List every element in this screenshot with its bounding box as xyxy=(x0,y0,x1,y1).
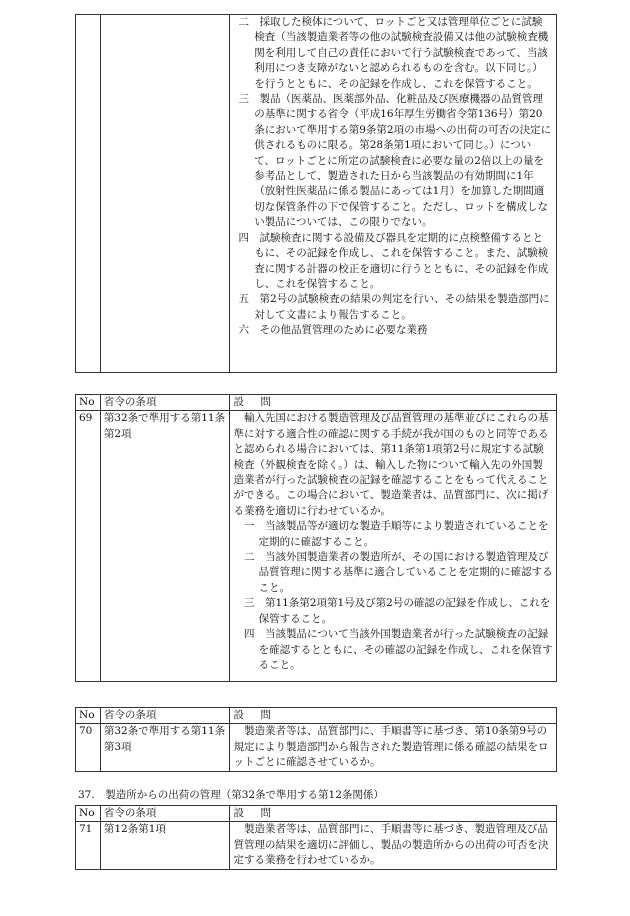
row-question xyxy=(230,411,557,682)
list-item: 二 採取した検体について、ロットごと又は管理単位ごとに試験検査（当該製造業者等の他の試験検査設備又は他の試験検査機関を利用して自己の責任において行う試験検査であって、当該利用につき支障がないと認められるものを含む。以下同じ。）を行うとともに、その記録を作成し、これを保管すること。 xyxy=(238,16,549,90)
list-item: 四 試験検査に関する設備及び器具を定期的に点検整備するとともに、その記録を作成し、これを保管すること。また、試験検査に関する計器の校正を適切に行うとともに、その記録を作成し、これを保管すること。 xyxy=(238,231,549,290)
row-article: 第32条で準用する第11条第2項 xyxy=(100,411,230,682)
row-article: 第32条で準用する第11条第3項 xyxy=(100,724,230,771)
question-cell xyxy=(230,15,557,373)
section-heading: 37. 製造所からの出荷の管理（第32条で準用する第12条関係） xyxy=(78,789,384,801)
row-article: 第12条第1項 xyxy=(100,822,230,869)
row-question xyxy=(230,822,557,869)
table-header xyxy=(76,708,557,724)
header-question xyxy=(230,708,557,724)
row-no: 70 xyxy=(76,724,101,771)
header-question-label: 設 問 xyxy=(233,807,274,819)
list-item: 二 当該外国製造業者の製造所が、その国における製造管理及び品質管理に関する基準に適合していることを定期的に確認すること。 xyxy=(243,551,553,594)
list-item: 五 第2号の試験検査の結果の判定を行い、その結果を製造部門に対して文書により報告すること。 xyxy=(238,293,550,321)
question-table-71 xyxy=(75,805,557,870)
row-question xyxy=(230,724,557,771)
list-item: 三 製品（医薬品、医薬部外品、化粧品及び医療機器の品質管理の基準に関する省令（平成16年厚生労働省令第136号）第20条において準用する第9条第2項の市場への出荷の可否の決定に供されるものに限る。第28条第1項において同じ。）について、ロットごとに所定の試験検査に必要な量の2倍以上の量を参考品として、製造された日から当該製品の有効期間に1年（放射性医薬品に係る製品にあっては1月）を加算した期間適切な保管条件の下で保管すること。ただし、ロットを構成しない製品については、この限りでない。 xyxy=(238,93,552,229)
header-article: 省令の条項 xyxy=(100,806,230,822)
table-row xyxy=(76,411,557,682)
no-cell xyxy=(76,15,101,373)
table-row xyxy=(76,724,557,771)
continued-table xyxy=(75,14,557,373)
header-article: 省令の条項 xyxy=(100,395,230,411)
header-no: No xyxy=(76,806,101,822)
list-item: 四 当該製品について当該外国製造業者が行った試験検査の記録を確認するとともに、その確認の記録を作成し、これを保管すること。 xyxy=(243,628,553,671)
question-table-69 xyxy=(75,394,557,682)
header-question-label: 設 問 xyxy=(233,709,274,721)
list-item: 六 その他品質管理のために必要な業務 xyxy=(238,324,428,337)
list-item: 三 第11条第2項第1号及び第2号の確認の記録を作成し、これを保管すること。 xyxy=(243,597,551,625)
header-question xyxy=(230,806,557,822)
question-lead: 輸入先国における製造管理及び品質管理の基準並びにこれらの基準に対する適合性の確認に関する手続が我が国のものと同等であると認められる場合においては、第11条第1項第2号に規定する試験検査（外観検査を除く。）は、輸入した物について輸入先の外国製造業者が行った試験検査の記録を確認することをもって代えることができる。この場合において、製造業者は、品質部門に、次に掲げる業務を適切に行わせているか。 xyxy=(233,412,549,517)
row-no: 69 xyxy=(76,411,101,682)
question-text: 製造業者等は、品質部門に、手順書等に基づき、製造管理及び品質管理の結果を適切に評価し、製品の製造所からの出荷の可否を決定する業務を行わせているか。 xyxy=(233,823,549,867)
row-no: 71 xyxy=(76,822,101,869)
article-cell xyxy=(100,15,230,373)
list-item: 一 当該製品等が適切な製造手順等により製造されていることを定期的に確認すること。 xyxy=(243,520,549,548)
header-no: No xyxy=(76,395,101,411)
header-no: No xyxy=(76,708,101,724)
table-row xyxy=(76,822,557,869)
question-text: 製造業者等は、品質部門に、手順書等に基づき、第10条第9号の規定により製造部門から報告された製造管理に係る確認の結果をロットごとに確認させているか。 xyxy=(233,725,549,769)
table-header xyxy=(76,395,557,411)
header-question-label: 設 問 xyxy=(233,396,274,408)
header-article: 省令の条項 xyxy=(100,708,230,724)
question-table-70 xyxy=(75,707,557,772)
table-header xyxy=(76,806,557,822)
header-question xyxy=(230,395,557,411)
